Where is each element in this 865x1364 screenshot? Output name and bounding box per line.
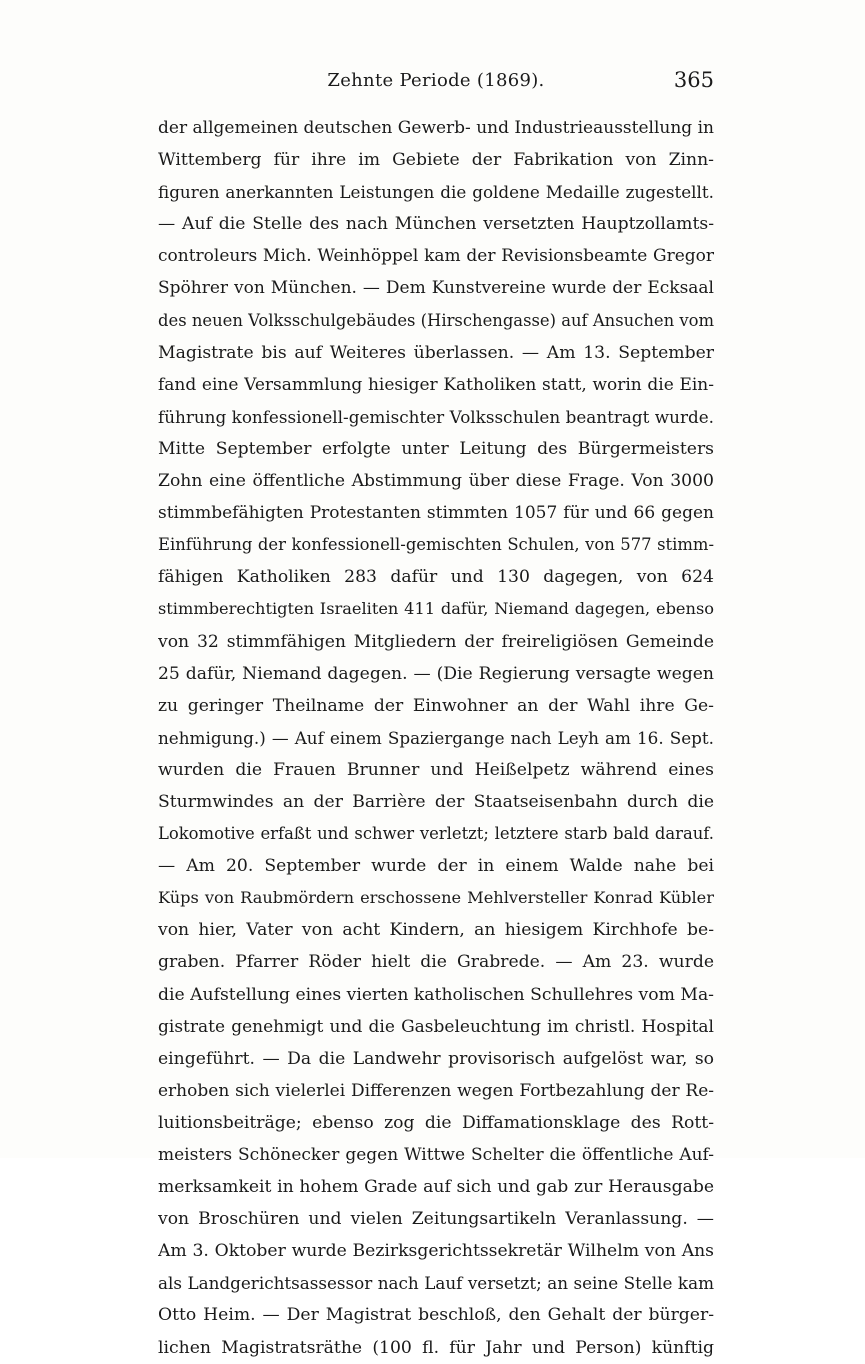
text-line: die Aufstellung eines vierten katholischen Schullehres vom Ma- — [158, 984, 714, 1005]
text-line: zu geringer Theilname der Einwohner an der Wahl ihre Ge- — [158, 695, 714, 716]
text-line: des neuen Volksschulgebäudes (Hirschengasse) auf Ansuchen vom — [158, 310, 714, 330]
text-line: luitionsbeiträge; ebenso zog die Diffamationsklage des Rott- — [158, 1112, 714, 1133]
text-line: stimmberechtigten Israeliten 411 dafür, Niemand dagegen, ebenso — [158, 599, 714, 619]
text-line: Zohn eine öffentliche Abstimmung über diese Frage. Von 3000 — [158, 471, 714, 492]
text-line: von 32 stimmfähigen Mitgliedern der freireligiösen Gemeinde — [158, 631, 714, 652]
text-line: — Am 20. September wurde der in einem Walde nahe bei — [158, 856, 714, 877]
text-line: Lokomotive erfaßt und schwer verletzt; letztere starb bald darauf. — [158, 824, 714, 844]
text-line: fähigen Katholiken 283 dafür und 130 dagegen, von 624 — [158, 567, 714, 588]
running-title: Zehnte Periode (1869). — [327, 70, 545, 91]
text-line: führung konfessionell-gemischter Volksschulen beantragt wurde. — [158, 406, 714, 427]
text-line: 25 dafür, Niemand dagegen. — (Die Regierung versagte wegen — [158, 663, 714, 684]
running-head — [158, 70, 714, 102]
text-line: eingeführt. — Da die Landwehr provisorisch aufgelöst war, so — [158, 1048, 714, 1069]
text-line: als Landgerichtsassessor nach Lauf versetzt; an seine Stelle kam — [158, 1273, 714, 1294]
text-line: lichen Magistratsräthe (100 fl. für Jahr und Person) künftig — [158, 1337, 714, 1358]
text-line: graben. Pfarrer Röder hielt die Grabrede. — Am 23. wurde — [158, 952, 714, 973]
text-line: nehmigung.) — Auf einem Spaziergange nach Leyh am 16. Sept. — [158, 727, 714, 748]
text-line: Am 3. Oktober wurde Bezirksgerichtssekretär Wilhelm von Ans — [158, 1241, 714, 1262]
text-line: Magistrate bis auf Weiteres überlassen. — Am 13. September — [158, 342, 714, 363]
text-line: von hier, Vater von acht Kindern, an hiesigem Kirchhofe be- — [158, 920, 714, 941]
text-line: gistrate genehmigt und die Gasbeleuchtung im christl. Hospital — [158, 1016, 714, 1037]
text-line: Wittemberg für ihre im Gebiete der Fabrikation von Zinn- — [158, 150, 714, 171]
text-line: figuren anerkannten Leistungen die goldene Medaille zugestellt. — [158, 182, 714, 203]
text-line: der allgemeinen deutschen Gewerb- und Industrieausstellung in — [158, 118, 714, 138]
text-line: Spöhrer von München. — Dem Kunstvereine wurde der Ecksaal — [158, 278, 714, 299]
text-line: Otto Heim. — Der Magistrat beschloß, den Gehalt der bürger- — [158, 1305, 714, 1326]
body-text — [158, 112, 714, 1364]
text-line: — Auf die Stelle des nach München versetzten Hauptzollamts- — [158, 214, 714, 235]
text-line: Küps von Raubmördern erschossene Mehlversteller Konrad Kübler — [158, 888, 714, 908]
text-line: von Broschüren und vielen Zeitungsartikeln Veranlassung. — — [158, 1209, 714, 1230]
text-line: controleurs Mich. Weinhöppel kam der Revisionsbeamte Gregor — [158, 246, 714, 267]
text-line: Mitte September erfolgte unter Leitung des Bürgermeisters — [158, 438, 714, 459]
text-line: fand eine Versammlung hiesiger Katholiken statt, worin die Ein- — [158, 374, 714, 395]
text-line: Sturmwindes an der Barrière der Staatseisenbahn durch die — [158, 791, 714, 812]
page-number: 365 — [673, 68, 714, 92]
text-line: Einführung der konfessionell-gemischten Schulen, von 577 stimm- — [158, 535, 714, 555]
text-line: wurden die Frauen Brunner und Heißelpetz während eines — [158, 759, 714, 780]
text-line: meisters Schönecker gegen Wittwe Schelter die öffentliche Auf- — [158, 1145, 714, 1165]
text-line: merksamkeit in hohem Grade auf sich und gab zur Herausgabe — [158, 1177, 714, 1198]
text-line: erhoben sich vielerlei Differenzen wegen Fortbezahlung der Re- — [158, 1080, 714, 1101]
text-line: stimmbefähigten Protestanten stimmten 1057 für und 66 gegen — [158, 503, 714, 524]
